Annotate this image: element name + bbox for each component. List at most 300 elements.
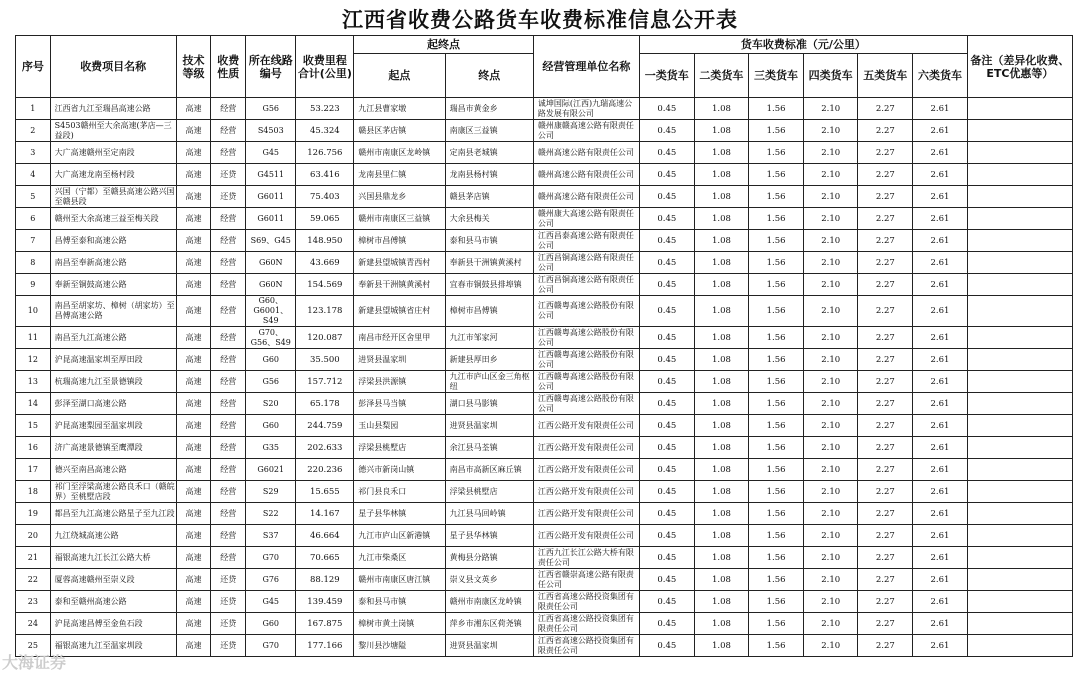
project-name-cell: 杭瑞高速九江至景德镇段 [50,371,176,393]
nature-cell: 经营 [211,503,246,525]
route-cell: G45 [246,142,296,164]
route-cell: S37 [246,525,296,547]
class-6-rate-cell: 2.61 [913,186,968,208]
header-class-4: 四类货车 [803,54,858,98]
project-name-cell: 厦蓉高速赣州至崇义段 [50,569,176,591]
seq-cell: 7 [16,230,51,252]
class-2-rate-cell: 1.08 [694,459,749,481]
class-1-rate-cell: 0.45 [639,569,694,591]
class-3-rate-cell: 1.56 [749,459,804,481]
end-cell: 赣州市南康区龙岭镇 [445,591,533,613]
class-1-rate-cell: 0.45 [639,230,694,252]
class-6-rate-cell: 2.61 [913,459,968,481]
class-4-rate-cell: 2.10 [803,547,858,569]
class-3-rate-cell: 1.56 [749,142,804,164]
end-cell: 九江市庐山区金三角枢纽 [445,371,533,393]
table-row [16,569,1073,591]
table-row [16,437,1073,459]
operator-cell: 赣州康赣高速公路有限责任公司 [533,120,639,142]
mileage-cell: 46.664 [296,525,354,547]
operator-cell: 赣州高速公路有限责任公司 [533,186,639,208]
route-cell: G60、G6001、S49 [246,296,296,327]
class-6-rate-cell: 2.61 [913,525,968,547]
header-class-5: 五类货车 [858,54,913,98]
class-5-rate-cell: 2.27 [858,327,913,349]
project-name-cell: 沪昆高速昌傅至金鱼石段 [50,613,176,635]
operator-cell: 江西赣粤高速公路股份有限公司 [533,327,639,349]
project-name-cell: 福银高速九江至温家圳段 [50,635,176,657]
route-cell: G70、G56、S49 [246,327,296,349]
table-row [16,371,1073,393]
class-2-rate-cell: 1.08 [694,547,749,569]
project-name-cell: 大广高速赣州至定南段 [50,142,176,164]
class-5-rate-cell: 2.27 [858,635,913,657]
route-cell: G45 [246,591,296,613]
class-2-rate-cell: 1.08 [694,569,749,591]
start-cell: 德兴市新岗山镇 [354,459,445,481]
class-1-rate-cell: 0.45 [639,591,694,613]
class-4-rate-cell: 2.10 [803,525,858,547]
route-cell: S69、G45 [246,230,296,252]
class-5-rate-cell: 2.27 [858,503,913,525]
project-name-cell: 大广高速龙南至杨村段 [50,164,176,186]
nature-cell: 经营 [211,327,246,349]
grade-cell: 高速 [176,349,211,371]
seq-cell: 22 [16,569,51,591]
remark-cell [967,98,1072,120]
class-5-rate-cell: 2.27 [858,142,913,164]
class-4-rate-cell: 2.10 [803,296,858,327]
start-cell: 新建县望城镇青西村 [354,252,445,274]
class-6-rate-cell: 2.61 [913,120,968,142]
class-3-rate-cell: 1.56 [749,613,804,635]
end-cell: 崇义县文英乡 [445,569,533,591]
end-cell: 九江县马回岭镇 [445,503,533,525]
class-5-rate-cell: 2.27 [858,547,913,569]
grade-cell: 高速 [176,327,211,349]
route-cell: G56 [246,371,296,393]
start-cell: 浮梁县洪源镇 [354,371,445,393]
route-cell: G60N [246,274,296,296]
mileage-cell: 177.166 [296,635,354,657]
operator-cell: 赣州高速公路有限责任公司 [533,164,639,186]
seq-cell: 4 [16,164,51,186]
operator-cell: 赣州高速公路有限责任公司 [533,142,639,164]
end-cell: 九江市邹家河 [445,327,533,349]
end-cell: 湖口县马影镇 [445,393,533,415]
class-6-rate-cell: 2.61 [913,613,968,635]
grade-cell: 高速 [176,252,211,274]
operator-cell: 江西公路开发有限责任公司 [533,525,639,547]
class-5-rate-cell: 2.27 [858,230,913,252]
class-5-rate-cell: 2.27 [858,98,913,120]
class-6-rate-cell: 2.61 [913,164,968,186]
operator-cell: 江西昌铜高速公路有限责任公司 [533,252,639,274]
grade-cell: 高速 [176,547,211,569]
project-name-cell: 江西省九江至瑞昌高速公路 [50,98,176,120]
grade-cell: 高速 [176,208,211,230]
remark-cell [967,613,1072,635]
class-2-rate-cell: 1.08 [694,142,749,164]
project-name-cell: 昌傅至泰和高速公路 [50,230,176,252]
remark-cell [967,296,1072,327]
class-5-rate-cell: 2.27 [858,252,913,274]
mileage-cell: 139.459 [296,591,354,613]
end-cell: 瑞昌市黄金乡 [445,98,533,120]
header-operator: 经营管理单位名称 [533,36,639,98]
grade-cell: 高速 [176,164,211,186]
project-name-cell: 济广高速景德镇至鹰潭段 [50,437,176,459]
end-cell: 宜春市铜鼓县排埠镇 [445,274,533,296]
table-row [16,230,1073,252]
remark-cell [967,481,1072,503]
route-cell: G35 [246,437,296,459]
mileage-cell: 65.178 [296,393,354,415]
class-3-rate-cell: 1.56 [749,635,804,657]
route-cell: G6011 [246,186,296,208]
class-5-rate-cell: 2.27 [858,481,913,503]
route-cell: S20 [246,393,296,415]
table-row [16,547,1073,569]
grade-cell: 高速 [176,120,211,142]
start-cell: 赣县区茅店镇 [354,120,445,142]
mileage-cell: 45.324 [296,120,354,142]
mileage-cell: 14.167 [296,503,354,525]
grade-cell: 高速 [176,481,211,503]
header-class-6: 六类货车 [913,54,968,98]
seq-cell: 10 [16,296,51,327]
class-3-rate-cell: 1.56 [749,591,804,613]
nature-cell: 还贷 [211,635,246,657]
nature-cell: 经营 [211,547,246,569]
nature-cell: 经营 [211,481,246,503]
remark-cell [967,525,1072,547]
class-4-rate-cell: 2.10 [803,569,858,591]
start-cell: 九江市庐山区新港镇 [354,525,445,547]
seq-cell: 25 [16,635,51,657]
class-6-rate-cell: 2.61 [913,371,968,393]
class-6-rate-cell: 2.61 [913,591,968,613]
grade-cell: 高速 [176,613,211,635]
class-5-rate-cell: 2.27 [858,613,913,635]
class-6-rate-cell: 2.61 [913,569,968,591]
table-row [16,613,1073,635]
class-5-rate-cell: 2.27 [858,349,913,371]
class-1-rate-cell: 0.45 [639,481,694,503]
header-grade: 技术等级 [176,36,211,98]
table-row [16,252,1073,274]
project-name-cell: 彭泽至湖口高速公路 [50,393,176,415]
route-cell: G76 [246,569,296,591]
seq-cell: 21 [16,547,51,569]
remark-cell [967,591,1072,613]
operator-cell: 江西省高速公路投资集团有限责任公司 [533,613,639,635]
seq-cell: 15 [16,415,51,437]
mileage-cell: 59.065 [296,208,354,230]
table-row [16,120,1073,142]
end-cell: 泰和县马市镇 [445,230,533,252]
table-row [16,459,1073,481]
class-6-rate-cell: 2.61 [913,503,968,525]
remark-cell [967,208,1072,230]
class-2-rate-cell: 1.08 [694,120,749,142]
operator-cell: 江西省高速公路投资集团有限责任公司 [533,635,639,657]
header-mileage: 收费里程合计(公里) [296,36,354,98]
remark-cell [967,371,1072,393]
end-cell: 新建县厚田乡 [445,349,533,371]
class-2-rate-cell: 1.08 [694,327,749,349]
project-name-cell: 祁门至浮梁高速公路良禾口（赣皖界）至桃墅店段 [50,481,176,503]
class-5-rate-cell: 2.27 [858,164,913,186]
table-row [16,142,1073,164]
nature-cell: 经营 [211,98,246,120]
start-cell: 彭泽县马当镇 [354,393,445,415]
operator-cell: 江西赣粤高速公路股份有限公司 [533,349,639,371]
operator-cell: 江西赣粤高速公路股份有限公司 [533,371,639,393]
project-name-cell: 沪昆高速梨园至温家圳段 [50,415,176,437]
start-cell: 玉山县梨园 [354,415,445,437]
route-cell: G70 [246,547,296,569]
mileage-cell: 202.633 [296,437,354,459]
grade-cell: 高速 [176,635,211,657]
class-2-rate-cell: 1.08 [694,613,749,635]
class-1-rate-cell: 0.45 [639,459,694,481]
end-cell: 进贤县温家圳 [445,415,533,437]
mileage-cell: 148.950 [296,230,354,252]
class-5-rate-cell: 2.27 [858,274,913,296]
nature-cell: 经营 [211,296,246,327]
class-4-rate-cell: 2.10 [803,186,858,208]
header-project: 收费项目名称 [50,36,176,98]
project-name-cell: 泰和至赣州高速公路 [50,591,176,613]
table-row [16,635,1073,657]
class-5-rate-cell: 2.27 [858,591,913,613]
start-cell: 樟树市昌傅镇 [354,230,445,252]
grade-cell: 高速 [176,98,211,120]
class-4-rate-cell: 2.10 [803,208,858,230]
class-2-rate-cell: 1.08 [694,415,749,437]
seq-cell: 9 [16,274,51,296]
table-row [16,274,1073,296]
start-cell: 龙南县里仁镇 [354,164,445,186]
class-6-rate-cell: 2.61 [913,142,968,164]
class-4-rate-cell: 2.10 [803,327,858,349]
class-1-rate-cell: 0.45 [639,547,694,569]
start-cell: 樟树市黄土岗镇 [354,613,445,635]
project-name-cell: S4503赣州至大余高速(茅店—三益段) [50,120,176,142]
class-5-rate-cell: 2.27 [858,459,913,481]
class-2-rate-cell: 1.08 [694,296,749,327]
class-3-rate-cell: 1.56 [749,327,804,349]
route-cell: G70 [246,635,296,657]
class-3-rate-cell: 1.56 [749,208,804,230]
operator-cell: 江西公路开发有限责任公司 [533,437,639,459]
table-row [16,481,1073,503]
class-3-rate-cell: 1.56 [749,481,804,503]
remark-cell [967,415,1072,437]
class-4-rate-cell: 2.10 [803,230,858,252]
class-5-rate-cell: 2.27 [858,120,913,142]
nature-cell: 经营 [211,437,246,459]
nature-cell: 经营 [211,274,246,296]
class-4-rate-cell: 2.10 [803,371,858,393]
operator-cell: 江西公路开发有限责任公司 [533,503,639,525]
end-cell: 星子县华林镇 [445,525,533,547]
class-2-rate-cell: 1.08 [694,591,749,613]
route-cell: S4503 [246,120,296,142]
class-2-rate-cell: 1.08 [694,186,749,208]
project-name-cell: 奉新至铜鼓高速公路 [50,274,176,296]
table-row [16,327,1073,349]
nature-cell: 经营 [211,120,246,142]
remark-cell [967,547,1072,569]
class-3-rate-cell: 1.56 [749,415,804,437]
class-1-rate-cell: 0.45 [639,349,694,371]
class-4-rate-cell: 2.10 [803,635,858,657]
class-1-rate-cell: 0.45 [639,296,694,327]
start-cell: 新建县望城镇省庄村 [354,296,445,327]
header-class-2: 二类货车 [694,54,749,98]
class-4-rate-cell: 2.10 [803,481,858,503]
page-title: 江西省收费公路货车收费标准信息公开表 [342,8,738,32]
header-remark: 备注（差异化收费、ETC优惠等） [967,36,1072,98]
nature-cell: 还贷 [211,186,246,208]
grade-cell: 高速 [176,230,211,252]
project-name-cell: 福银高速九江长江公路大桥 [50,547,176,569]
class-2-rate-cell: 1.08 [694,98,749,120]
route-cell: G4511 [246,164,296,186]
class-5-rate-cell: 2.27 [858,186,913,208]
operator-cell: 江西赣粤高速公路股份有限公司 [533,393,639,415]
operator-cell: 江西九江长江公路大桥有限责任公司 [533,547,639,569]
nature-cell: 还贷 [211,591,246,613]
project-name-cell: 沪昆高速温家圳至厚田段 [50,349,176,371]
class-6-rate-cell: 2.61 [913,547,968,569]
class-6-rate-cell: 2.61 [913,481,968,503]
class-2-rate-cell: 1.08 [694,437,749,459]
nature-cell: 经营 [211,252,246,274]
class-5-rate-cell: 2.27 [858,569,913,591]
remark-cell [967,459,1072,481]
end-cell: 奉新县干洲镇黄溪村 [445,252,533,274]
class-5-rate-cell: 2.27 [858,371,913,393]
class-3-rate-cell: 1.56 [749,349,804,371]
class-4-rate-cell: 2.10 [803,252,858,274]
project-name-cell: 南昌至胡家坊、樟树（胡家坊）至昌傅高速公路 [50,296,176,327]
project-name-cell: 德兴至南昌高速公路 [50,459,176,481]
table-row [16,349,1073,371]
route-cell: G60N [246,252,296,274]
table-row [16,591,1073,613]
class-2-rate-cell: 1.08 [694,230,749,252]
nature-cell: 经营 [211,142,246,164]
nature-cell: 还贷 [211,164,246,186]
mileage-cell: 88.129 [296,569,354,591]
class-1-rate-cell: 0.45 [639,164,694,186]
remark-cell [967,327,1072,349]
class-4-rate-cell: 2.10 [803,503,858,525]
project-name-cell: 赣州至大余高速三益至梅关段 [50,208,176,230]
grade-cell: 高速 [176,503,211,525]
grade-cell: 高速 [176,525,211,547]
class-3-rate-cell: 1.56 [749,393,804,415]
mileage-cell: 70.665 [296,547,354,569]
grade-cell: 高速 [176,186,211,208]
mileage-cell: 154.569 [296,274,354,296]
table-row [16,503,1073,525]
start-cell: 祁门县良禾口 [354,481,445,503]
start-cell: 星子县华林镇 [354,503,445,525]
start-cell: 赣州市南康区唐江镇 [354,569,445,591]
project-name-cell: 南昌至九江高速公路 [50,327,176,349]
seq-cell: 16 [16,437,51,459]
remark-cell [967,230,1072,252]
operator-cell: 赣州康大高速公路有限责任公司 [533,208,639,230]
class-6-rate-cell: 2.61 [913,437,968,459]
end-cell: 樟树市昌傅镇 [445,296,533,327]
header-endpoints: 起终点 [354,36,534,54]
class-1-rate-cell: 0.45 [639,503,694,525]
class-4-rate-cell: 2.10 [803,142,858,164]
nature-cell: 经营 [211,525,246,547]
start-cell: 奉新县干洲镇黄溪村 [354,274,445,296]
mileage-cell: 244.759 [296,415,354,437]
class-4-rate-cell: 2.10 [803,120,858,142]
class-1-rate-cell: 0.45 [639,393,694,415]
seq-cell: 19 [16,503,51,525]
table-row [16,186,1073,208]
seq-cell: 11 [16,327,51,349]
mileage-cell: 63.416 [296,164,354,186]
nature-cell: 经营 [211,459,246,481]
seq-cell: 13 [16,371,51,393]
mileage-cell: 53.223 [296,98,354,120]
class-3-rate-cell: 1.56 [749,230,804,252]
remark-cell [967,120,1072,142]
class-4-rate-cell: 2.10 [803,98,858,120]
nature-cell: 还贷 [211,569,246,591]
class-4-rate-cell: 2.10 [803,164,858,186]
end-cell: 大余县梅关 [445,208,533,230]
class-1-rate-cell: 0.45 [639,635,694,657]
route-cell: S29 [246,481,296,503]
class-1-rate-cell: 0.45 [639,208,694,230]
mileage-cell: 15.655 [296,481,354,503]
mileage-cell: 157.712 [296,371,354,393]
start-cell: 赣州市南康区三益镇 [354,208,445,230]
class-1-rate-cell: 0.45 [639,98,694,120]
operator-cell: 江西昌铜高速公路有限责任公司 [533,274,639,296]
class-3-rate-cell: 1.56 [749,437,804,459]
route-cell: G6011 [246,208,296,230]
class-3-rate-cell: 1.56 [749,296,804,327]
class-2-rate-cell: 1.08 [694,349,749,371]
header-nature: 收费性质 [211,36,246,98]
end-cell: 进贤县温家圳 [445,635,533,657]
table-row [16,164,1073,186]
start-cell: 九江县曹家墩 [354,98,445,120]
grade-cell: 高速 [176,569,211,591]
class-2-rate-cell: 1.08 [694,164,749,186]
end-cell: 赣县茅店镇 [445,186,533,208]
class-3-rate-cell: 1.56 [749,525,804,547]
class-6-rate-cell: 2.61 [913,274,968,296]
class-4-rate-cell: 2.10 [803,591,858,613]
table-row [16,415,1073,437]
class-3-rate-cell: 1.56 [749,252,804,274]
end-cell: 南康区三益镇 [445,120,533,142]
class-6-rate-cell: 2.61 [913,252,968,274]
